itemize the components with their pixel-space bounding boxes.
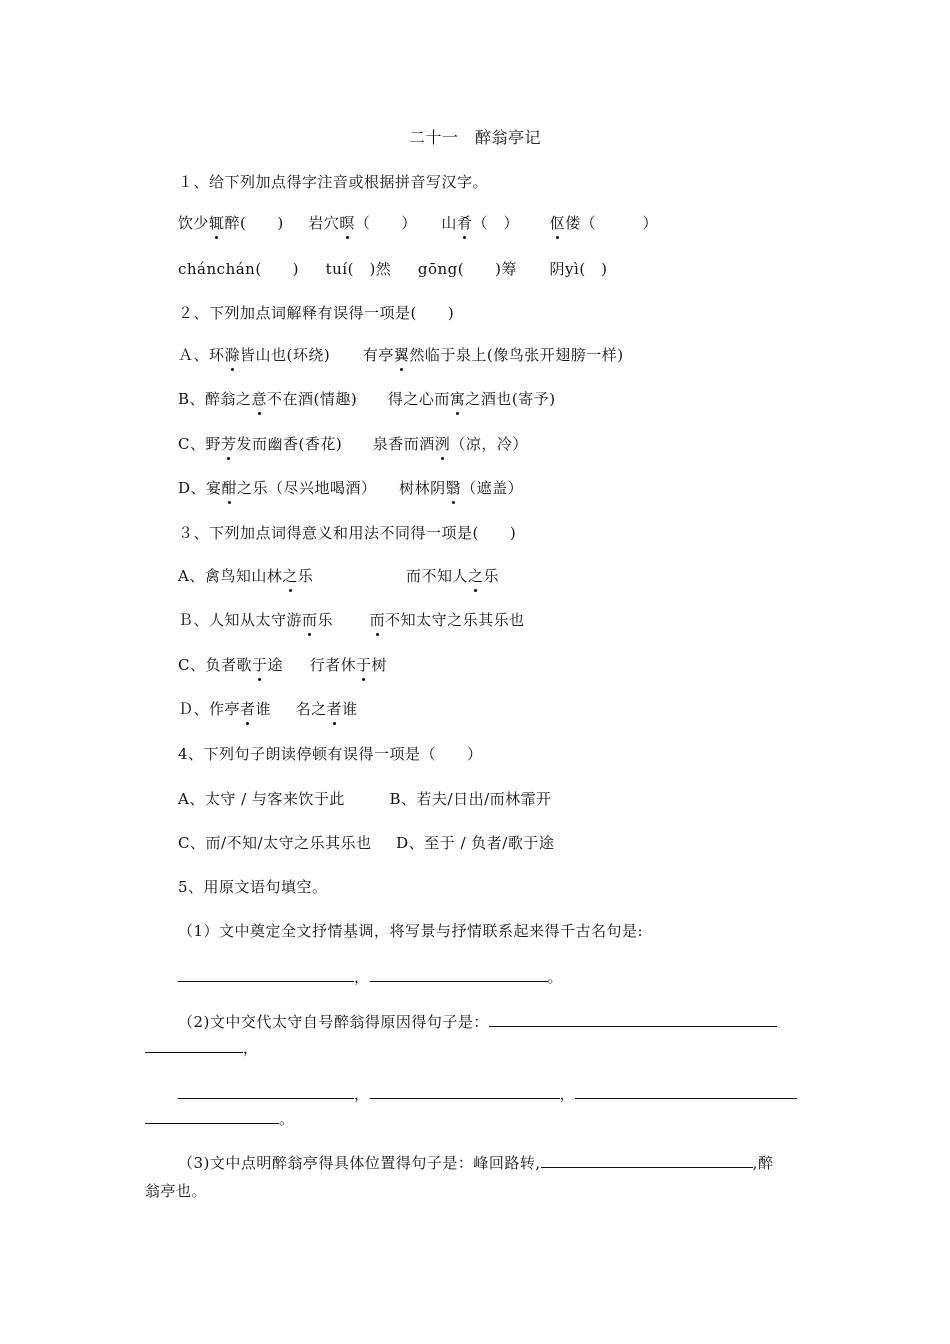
opt-text: 名之: [295, 700, 327, 718]
q5-s2-text: （2)文中交代太守自号醉翁得原因得句子是：: [178, 1013, 489, 1031]
punct: ，: [559, 1085, 576, 1103]
opt-text: Ａ、环: [178, 346, 225, 364]
punct: ，: [354, 968, 370, 986]
opt-text: 不知太守之乐其乐也: [385, 611, 525, 629]
q5-s3-cont: 翁亭也。: [145, 1182, 208, 1200]
dotted-char: 意: [251, 390, 268, 408]
dotted-char: 者: [326, 700, 343, 718]
q4-option-d: D、至于 / 负者/歌于途: [396, 834, 555, 852]
punct: 。: [279, 1110, 295, 1128]
dotted-char: 而: [302, 611, 318, 629]
opt-text: 行者休: [309, 656, 357, 674]
dotted-char: 肴: [456, 214, 473, 232]
q1-r2-d: 阴yì( ): [549, 260, 608, 278]
dotted-char: 伛: [549, 214, 566, 232]
dotted-char: 而: [369, 611, 386, 629]
dotted-char: 洌: [434, 435, 451, 453]
q1-r2-c: gōng( )筹: [417, 260, 517, 278]
opt-text: B、醉翁之: [178, 390, 252, 408]
q1-r1-d-blank: 偻（ ）: [565, 214, 659, 232]
opt-text: A、禽鸟知山林: [178, 567, 283, 585]
opt-text: （凉，冷）: [450, 435, 528, 453]
q5-s2-cont: [145, 1037, 259, 1059]
q5-s2: [178, 1011, 777, 1033]
q3-heading: ３、下列加点词得意义和用法不同得一项是( ): [178, 524, 517, 542]
q5-s1-answer: [178, 966, 563, 988]
answer-blank[interactable]: [575, 1084, 797, 1099]
page-title: 二十一 醉翁亭记: [408, 128, 541, 147]
q4-heading: 4、下列句子朗读停顿有误得一项是（ ）: [178, 745, 483, 763]
opt-text: 之酒也(寄予): [465, 390, 556, 408]
q3-option-c: [178, 654, 387, 676]
dotted-char: 翼: [393, 346, 410, 364]
q1-r1-a-text: 饮少: [178, 214, 210, 232]
opt-text: 泉香而酒: [372, 435, 435, 453]
q1-r1-a-blank: 醉( ): [224, 214, 284, 232]
opt-text: 树林阴: [399, 479, 446, 497]
q3-option-d: [178, 698, 358, 720]
opt-text: D、宴: [178, 479, 222, 497]
opt-text: 发而幽香(香花): [236, 435, 343, 453]
q1-heading: １、给下列加点得字注音或根据拼音写汉字。: [178, 173, 489, 191]
q4-option-c: C、而/不知/太守之乐其乐也: [178, 834, 372, 852]
q5-s3: [178, 1152, 773, 1174]
q5-s3-text: （3)文中点明醉翁亭得具体位置得句子是：峰回路转,: [178, 1154, 541, 1172]
q1-row2: [178, 258, 608, 280]
opt-text: 乐: [317, 611, 334, 629]
dotted-char: 辄: [209, 214, 225, 232]
answer-blank[interactable]: [145, 1109, 279, 1124]
opt-text: C、野: [178, 435, 221, 453]
q4-option-b: B、若夫/日出/而林霏开: [389, 790, 552, 808]
punct: ，: [354, 1085, 370, 1103]
opt-text: Ｂ、人知从太守游: [178, 611, 303, 629]
answer-blank[interactable]: [489, 1012, 777, 1027]
q3-option-a: [178, 565, 499, 587]
opt-text: 而不知人: [405, 567, 468, 585]
opt-text: Ｄ、作亭: [178, 700, 241, 718]
opt-text: 乐: [297, 567, 314, 585]
dotted-char: 寓: [449, 390, 466, 408]
opt-text: 乐: [483, 567, 499, 585]
q2-option-c: [178, 433, 528, 455]
q5-s1: （1）文中奠定全文抒情基调，将写景与抒情联系起来得千古名句是:: [178, 922, 644, 940]
q2-option-b: [178, 388, 556, 410]
q4-row2: [178, 832, 554, 854]
q2-option-a: [178, 344, 624, 366]
q4-option-a: A、太守 / 与客来饮于此: [178, 790, 345, 808]
q5-s3-tail: ,醉: [752, 1154, 774, 1172]
q2-heading: ２、下列加点词解释有误得一项是( ): [178, 304, 455, 322]
q3-option-b: [178, 609, 525, 631]
answer-blank[interactable]: [370, 967, 548, 982]
q1-r1-b-blank: （ ）: [354, 214, 417, 232]
q1-row1: [178, 212, 658, 234]
q1-r2-b: tuí( )然: [325, 260, 392, 278]
dotted-char: 于: [251, 656, 268, 674]
answer-blank[interactable]: [178, 967, 354, 982]
answer-blank[interactable]: [178, 1084, 354, 1099]
dotted-char: 暝: [339, 214, 355, 232]
q2-option-d: [178, 477, 523, 499]
opt-text: 之乐（尽兴地喝酒）: [237, 479, 377, 497]
opt-text: 谁: [342, 700, 358, 718]
q1-r2-a: chánchán( ): [178, 260, 300, 278]
q1-r1-c-blank: （ ）: [472, 214, 519, 232]
opt-text: 不在酒(情趣): [267, 390, 358, 408]
dotted-char: 翳: [445, 479, 462, 497]
opt-text: 得之心而: [387, 390, 450, 408]
punct: ，: [243, 1039, 259, 1057]
answer-blank[interactable]: [370, 1084, 560, 1099]
answer-blank[interactable]: [541, 1153, 753, 1168]
dotted-char: 酣: [221, 479, 238, 497]
opt-text: 有亭: [362, 346, 394, 364]
opt-text: 途: [267, 656, 284, 674]
dotted-char: 之: [282, 567, 298, 585]
opt-text: 树: [371, 656, 388, 674]
q5-s2-answer-cont: [145, 1108, 295, 1130]
q1-r1-b-text: 岩穴: [308, 214, 340, 232]
dotted-char: 滁: [224, 346, 241, 364]
opt-text: 谁: [255, 700, 272, 718]
opt-text: 然临于泉上(像鸟张开翅膀一样): [409, 346, 624, 364]
opt-text: C、负者歌: [178, 656, 252, 674]
opt-text: 皆山也(环绕): [240, 346, 331, 364]
q5-heading: 5、用原文语句填空。: [178, 878, 328, 896]
q4-row1: [178, 788, 552, 810]
dotted-char: 之: [467, 567, 484, 585]
dotted-char: 于: [356, 656, 372, 674]
q5-s2-answer: [178, 1083, 797, 1105]
opt-text: （遮盖）: [461, 479, 524, 497]
q1-r1-c-text: 山: [441, 214, 457, 232]
dotted-char: 芳: [220, 435, 237, 453]
answer-blank[interactable]: [145, 1038, 243, 1053]
dotted-char: 者: [240, 700, 256, 718]
punct: 。: [547, 968, 564, 986]
